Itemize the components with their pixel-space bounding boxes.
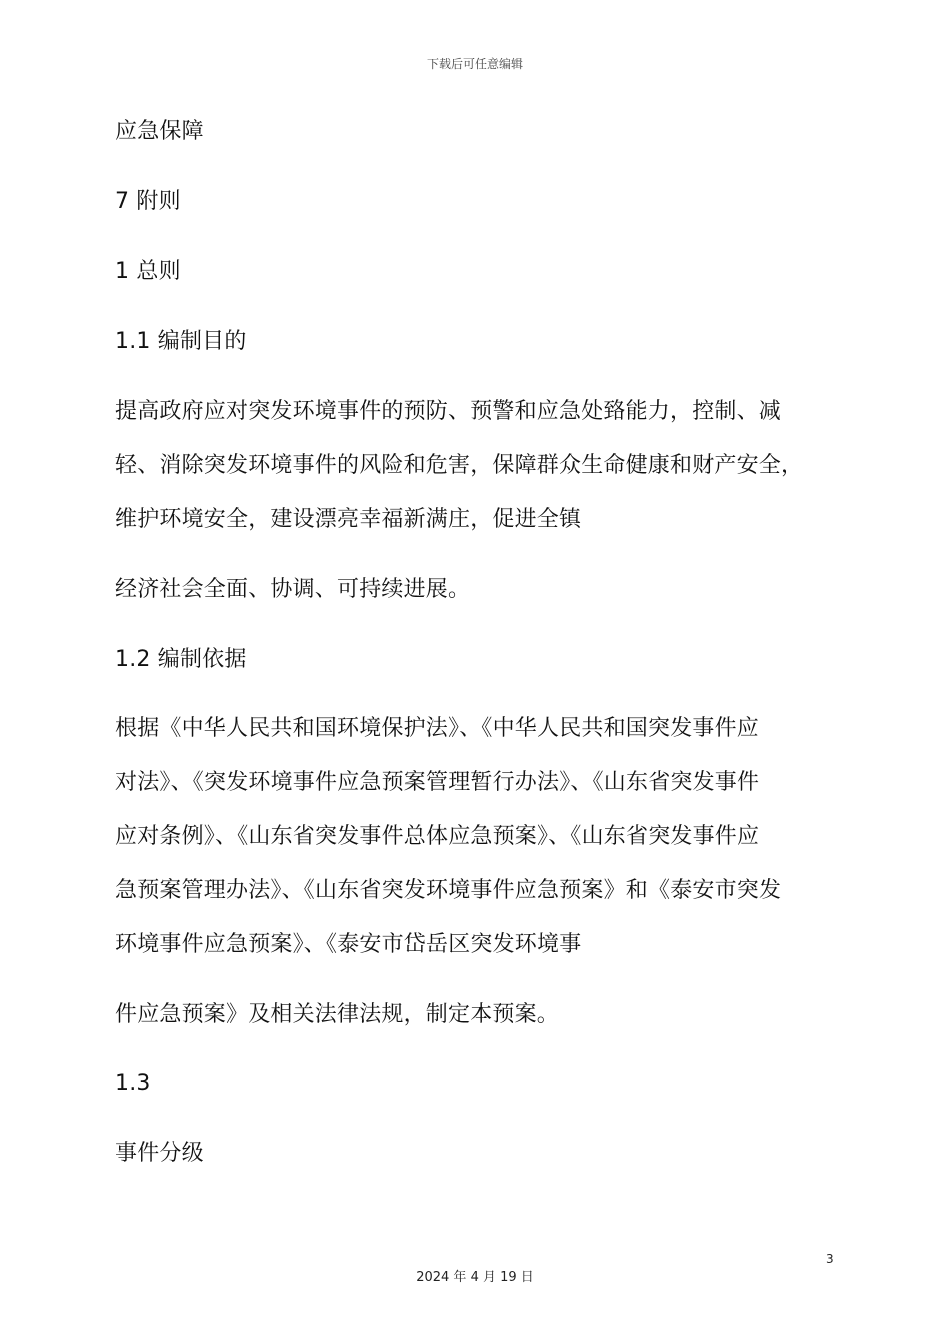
page-footer-date: 2024 年 4 月 19 日: [416, 1270, 534, 1285]
heading-basis: 1.2 编制依据: [115, 647, 247, 672]
heading-section-1-3: 1.3: [115, 1071, 151, 1096]
paragraph-line: 急预案管理办法》、《山东省突发环境事件应急预案》和《泰安市突发: [115, 878, 782, 903]
paragraph-line: 件应急预案》及相关法律法规，制定本预案。: [115, 1002, 560, 1027]
paragraph-line: 维护环境安全，建设漂亮幸福新满庄，促进全镇: [115, 507, 582, 532]
paragraph-line: 根据《中华人民共和国环境保护法》、《中华人民共和国突发事件应: [115, 716, 760, 741]
paragraph-line: 环境事件应急预案》、《泰安市岱岳区突发环境事: [115, 932, 582, 957]
paragraph-line: 对法》、《突发环境事件应急预案管理暂行办法》、《山东省突发事件: [115, 770, 760, 795]
paragraph-line: 应对条例》、《山东省突发事件总体应急预案》、《山东省突发事件应: [115, 824, 760, 849]
heading-emergency-guarantee: 应急保障: [115, 119, 204, 144]
page-header: 下载后可任意编辑: [426, 57, 523, 71]
heading-event-classification: 事件分级: [115, 1141, 204, 1166]
heading-general-provisions: 1 总则: [115, 259, 181, 284]
heading-appendix: 7 附则: [115, 189, 181, 214]
paragraph-line: 经济社会全面、协调、可持续进展。: [115, 577, 471, 602]
paragraph-line: 轻、消除突发环境事件的风险和危害，保障群众生命健康和财产安全，: [115, 453, 804, 478]
page-number: 3: [826, 1252, 834, 1266]
paragraph-line: 提高政府应对突发环境事件的预防、预警和应急处臵能力，控制、减: [115, 399, 782, 424]
heading-purpose: 1.1 编制目的: [115, 329, 247, 354]
